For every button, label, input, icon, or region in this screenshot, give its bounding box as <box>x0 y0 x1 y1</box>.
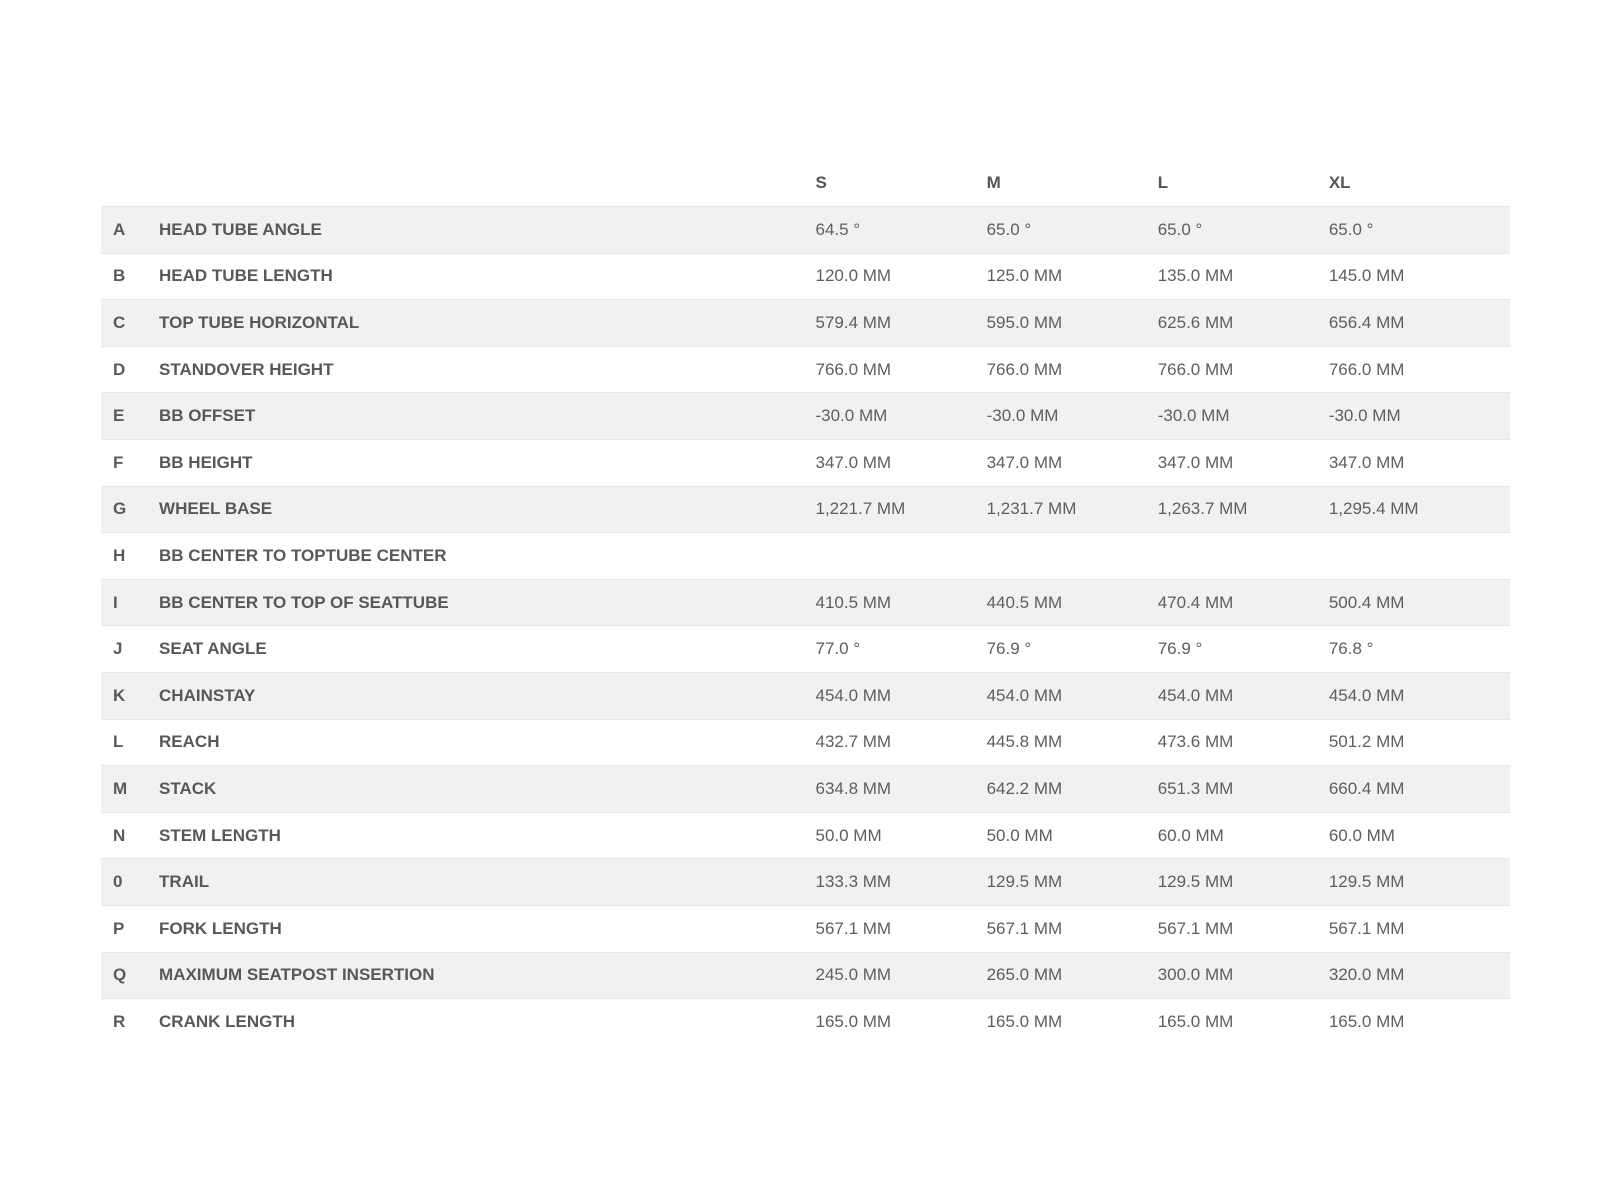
value-cell-xl: 500.4 MM <box>1329 579 1510 626</box>
table-row <box>101 626 1510 673</box>
row-label: TRAIL <box>159 859 815 906</box>
table-row <box>101 952 1510 999</box>
value-cell-m: 165.0 MM <box>987 999 1158 1046</box>
row-letter: J <box>101 626 159 673</box>
table-row <box>101 766 1510 813</box>
row-label: BB CENTER TO TOPTUBE CENTER <box>159 533 815 580</box>
row-label: REACH <box>159 719 815 766</box>
table-row <box>101 393 1510 440</box>
row-letter: L <box>101 719 159 766</box>
value-cell-l: 470.4 MM <box>1158 579 1329 626</box>
row-letter: I <box>101 579 159 626</box>
row-letter: B <box>101 253 159 300</box>
value-cell-s: 454.0 MM <box>815 672 986 719</box>
row-letter: C <box>101 300 159 347</box>
value-cell-xl: 76.8 ° <box>1329 626 1510 673</box>
value-cell-xl: 145.0 MM <box>1329 253 1510 300</box>
value-cell-xl: 567.1 MM <box>1329 905 1510 952</box>
value-cell-s: 50.0 MM <box>815 812 986 859</box>
value-cell-s: 567.1 MM <box>815 905 986 952</box>
value-cell-s: 120.0 MM <box>815 253 986 300</box>
value-cell-xl: 60.0 MM <box>1329 812 1510 859</box>
value-cell-m: 50.0 MM <box>987 812 1158 859</box>
value-cell-m: 125.0 MM <box>987 253 1158 300</box>
value-cell-xl: 454.0 MM <box>1329 672 1510 719</box>
value-cell-l: 1,263.7 MM <box>1158 486 1329 533</box>
row-label: STACK <box>159 766 815 813</box>
table-row <box>101 207 1510 254</box>
value-cell-m: -30.0 MM <box>987 393 1158 440</box>
row-label: CRANK LENGTH <box>159 999 815 1046</box>
table-row <box>101 905 1510 952</box>
value-cell-s: 1,221.7 MM <box>815 486 986 533</box>
row-letter: G <box>101 486 159 533</box>
row-label: STANDOVER HEIGHT <box>159 346 815 393</box>
table-body <box>101 207 1510 1046</box>
value-cell-l: -30.0 MM <box>1158 393 1329 440</box>
value-cell-xl: 165.0 MM <box>1329 999 1510 1046</box>
value-cell-m: 440.5 MM <box>987 579 1158 626</box>
row-label: CHAINSTAY <box>159 672 815 719</box>
value-cell-l: 65.0 ° <box>1158 207 1329 254</box>
value-cell-l: 766.0 MM <box>1158 346 1329 393</box>
value-cell-xl: 1,295.4 MM <box>1329 486 1510 533</box>
row-label: BB OFFSET <box>159 393 815 440</box>
value-cell-m: 76.9 ° <box>987 626 1158 673</box>
value-cell-s: 766.0 MM <box>815 346 986 393</box>
table-row <box>101 253 1510 300</box>
size-header-xl: XL <box>1328 173 1351 192</box>
row-label: STEM LENGTH <box>159 812 815 859</box>
value-cell-s: 133.3 MM <box>815 859 986 906</box>
value-cell-s: 245.0 MM <box>815 952 986 999</box>
value-cell-m: 65.0 ° <box>987 207 1158 254</box>
row-label: HEAD TUBE LENGTH <box>159 253 815 300</box>
size-header-m: M <box>986 173 1001 192</box>
row-label: MAXIMUM SEATPOST INSERTION <box>159 952 815 999</box>
value-cell-l: 300.0 MM <box>1158 952 1329 999</box>
size-header-s: S <box>815 173 827 192</box>
row-letter: D <box>101 346 159 393</box>
value-cell-s: 64.5 ° <box>815 207 986 254</box>
row-letter: Q <box>101 952 159 999</box>
value-cell-m: 445.8 MM <box>987 719 1158 766</box>
table-row <box>101 300 1510 347</box>
value-cell-xl <box>1329 533 1510 580</box>
row-letter: K <box>101 672 159 719</box>
value-cell-m: 129.5 MM <box>987 859 1158 906</box>
value-cell-m: 1,231.7 MM <box>987 486 1158 533</box>
value-cell-m: 347.0 MM <box>987 439 1158 486</box>
row-letter: M <box>101 766 159 813</box>
row-label: BB CENTER TO TOP OF SEATTUBE <box>159 579 815 626</box>
size-header-l: L <box>1157 173 1169 192</box>
value-cell-l: 60.0 MM <box>1158 812 1329 859</box>
value-cell-s: 165.0 MM <box>815 999 986 1046</box>
value-cell-s: 410.5 MM <box>815 579 986 626</box>
header-row <box>101 160 1510 207</box>
value-cell-xl: 65.0 ° <box>1329 207 1510 254</box>
value-cell-xl: 501.2 MM <box>1329 719 1510 766</box>
value-cell-s: 579.4 MM <box>815 300 986 347</box>
value-cell-s: 77.0 ° <box>815 626 986 673</box>
table-row <box>101 812 1510 859</box>
value-cell-l: 473.6 MM <box>1158 719 1329 766</box>
value-cell-xl: 320.0 MM <box>1329 952 1510 999</box>
value-cell-l <box>1158 533 1329 580</box>
geometry-table <box>101 160 1510 1045</box>
value-cell-l: 347.0 MM <box>1158 439 1329 486</box>
table-row <box>101 719 1510 766</box>
row-letter: R <box>101 999 159 1046</box>
value-cell-l: 625.6 MM <box>1158 300 1329 347</box>
value-cell-l: 129.5 MM <box>1158 859 1329 906</box>
value-cell-xl: 347.0 MM <box>1329 439 1510 486</box>
table-row <box>101 533 1510 580</box>
value-cell-s: -30.0 MM <box>815 393 986 440</box>
table-row <box>101 672 1510 719</box>
table-row <box>101 859 1510 906</box>
value-cell-l: 76.9 ° <box>1158 626 1329 673</box>
row-letter: A <box>101 207 159 254</box>
value-cell-xl: 656.4 MM <box>1329 300 1510 347</box>
row-letter: H <box>101 533 159 580</box>
table-header <box>101 160 1510 207</box>
value-cell-xl: 129.5 MM <box>1329 859 1510 906</box>
row-label: FORK LENGTH <box>159 905 815 952</box>
row-letter: F <box>101 439 159 486</box>
header-letter-cell <box>101 160 159 207</box>
value-cell-m: 454.0 MM <box>987 672 1158 719</box>
value-cell-l: 651.3 MM <box>1158 766 1329 813</box>
row-label: BB HEIGHT <box>159 439 815 486</box>
header-label-cell <box>159 160 815 207</box>
value-cell-s <box>815 533 986 580</box>
value-cell-m: 265.0 MM <box>987 952 1158 999</box>
row-label: WHEEL BASE <box>159 486 815 533</box>
value-cell-m: 595.0 MM <box>987 300 1158 347</box>
value-cell-m <box>987 533 1158 580</box>
row-letter: 0 <box>101 859 159 906</box>
value-cell-xl: 660.4 MM <box>1329 766 1510 813</box>
table-row <box>101 486 1510 533</box>
value-cell-l: 165.0 MM <box>1158 999 1329 1046</box>
value-cell-xl: -30.0 MM <box>1329 393 1510 440</box>
value-cell-m: 567.1 MM <box>987 905 1158 952</box>
value-cell-l: 454.0 MM <box>1158 672 1329 719</box>
table-row <box>101 999 1510 1046</box>
table-row <box>101 439 1510 486</box>
value-cell-l: 135.0 MM <box>1158 253 1329 300</box>
value-cell-s: 432.7 MM <box>815 719 986 766</box>
row-letter: E <box>101 393 159 440</box>
row-label: TOP TUBE HORIZONTAL <box>159 300 815 347</box>
row-letter: N <box>101 812 159 859</box>
value-cell-xl: 766.0 MM <box>1329 346 1510 393</box>
row-label: HEAD TUBE ANGLE <box>159 207 815 254</box>
value-cell-m: 766.0 MM <box>987 346 1158 393</box>
table-row <box>101 579 1510 626</box>
value-cell-s: 634.8 MM <box>815 766 986 813</box>
value-cell-s: 347.0 MM <box>815 439 986 486</box>
table-row <box>101 346 1510 393</box>
value-cell-m: 642.2 MM <box>987 766 1158 813</box>
row-label: SEAT ANGLE <box>159 626 815 673</box>
value-cell-l: 567.1 MM <box>1158 905 1329 952</box>
row-letter: P <box>101 905 159 952</box>
